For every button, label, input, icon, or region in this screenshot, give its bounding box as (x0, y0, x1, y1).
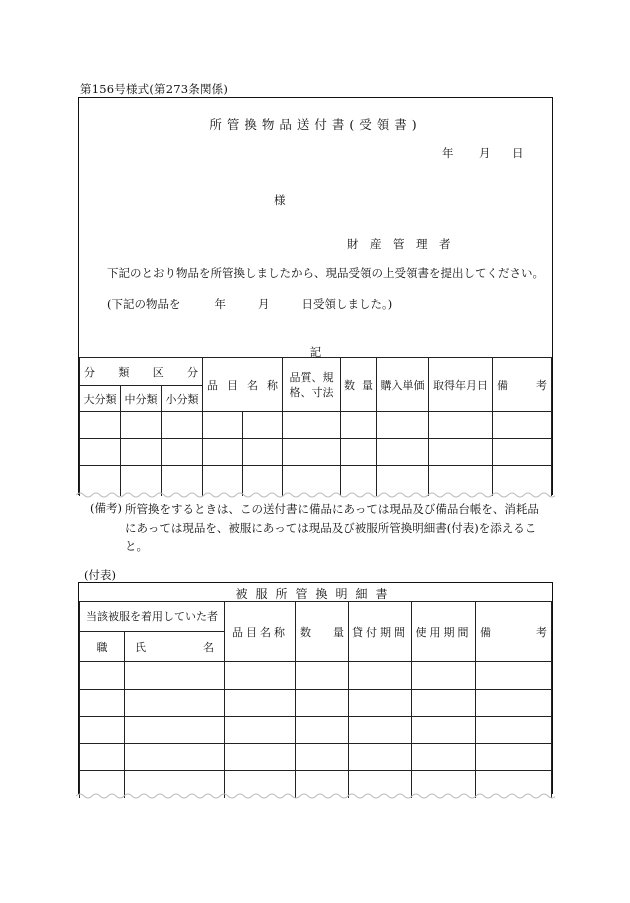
form-number-label: 第156号様式(第273条関係) (80, 82, 229, 96)
wearer-header: 当該被服を着用していた者 (80, 602, 225, 632)
acquisition-date-header: 取得年月日 (429, 358, 493, 412)
minor-category-header: 小分類 (162, 386, 203, 412)
property-administrator: 財 産 管 理 者 (347, 237, 451, 251)
table-row (80, 690, 552, 717)
receipt-suffix: 日受領しました。) (301, 297, 393, 311)
date-month: 月 (479, 146, 491, 160)
transfer-form-box (78, 97, 553, 495)
remarks-header: 備 考 (493, 358, 552, 412)
major-category-header: 大分類 (80, 386, 121, 412)
table-row (80, 662, 552, 690)
table-row (80, 744, 552, 771)
clothing-table-title: 被服所管換明細書 (235, 587, 396, 601)
quantity-header: 数 量 (341, 358, 377, 412)
loan-period-header: 貸付期間 (349, 602, 412, 662)
goods-table (79, 357, 552, 496)
clothing-table (79, 601, 552, 798)
classification-header: 分 類 区 分 (80, 358, 203, 386)
remarks-header: 備 考 (476, 602, 552, 662)
receipt-year: 年 (214, 297, 226, 311)
ki-heading: 記 (309, 345, 322, 359)
table-row (80, 439, 552, 466)
date-day: 日 (512, 146, 524, 160)
wavy-break-line (76, 490, 555, 500)
appendix-label: (付表) (84, 568, 116, 582)
table-row (80, 717, 552, 744)
receipt-prefix: (下記の物品を (107, 297, 181, 311)
wavy-break-line (76, 791, 555, 801)
item-name-header: 品目名称 (225, 602, 296, 662)
middle-category-header: 中分類 (121, 386, 162, 412)
note-label: (備考) (90, 501, 122, 515)
name-header: 氏 名 (125, 632, 225, 662)
receipt-month: 月 (258, 297, 270, 311)
quality-header: 品質、規格、寸法 (283, 358, 341, 412)
addressee-suffix: 様 (274, 193, 286, 207)
body-text: 下記のとおり物品を所管換しましたから、現品受領の上受領書を提出してください。 (107, 266, 544, 280)
clothing-detail-box (78, 582, 553, 794)
item-name-header: 品 目 名 称 (203, 358, 283, 412)
form-title: 所管換物品送付書(受領書) (209, 117, 422, 132)
job-header: 職 (80, 632, 125, 662)
receipt-line (107, 296, 392, 312)
note-text: 所管換をするときは、この送付書に備品にあっては現品及び備品台帳を、消耗品にあっては現品を、被服にあっては現品及び被服所管換明細書(付表)を添えること。 (125, 502, 539, 553)
unit-price-header: 購入単価 (377, 358, 429, 412)
use-period-header: 使用期間 (412, 602, 476, 662)
date-year: 年 (442, 146, 454, 160)
quantity-header: 数 量 (296, 602, 349, 662)
table-row (80, 412, 552, 439)
